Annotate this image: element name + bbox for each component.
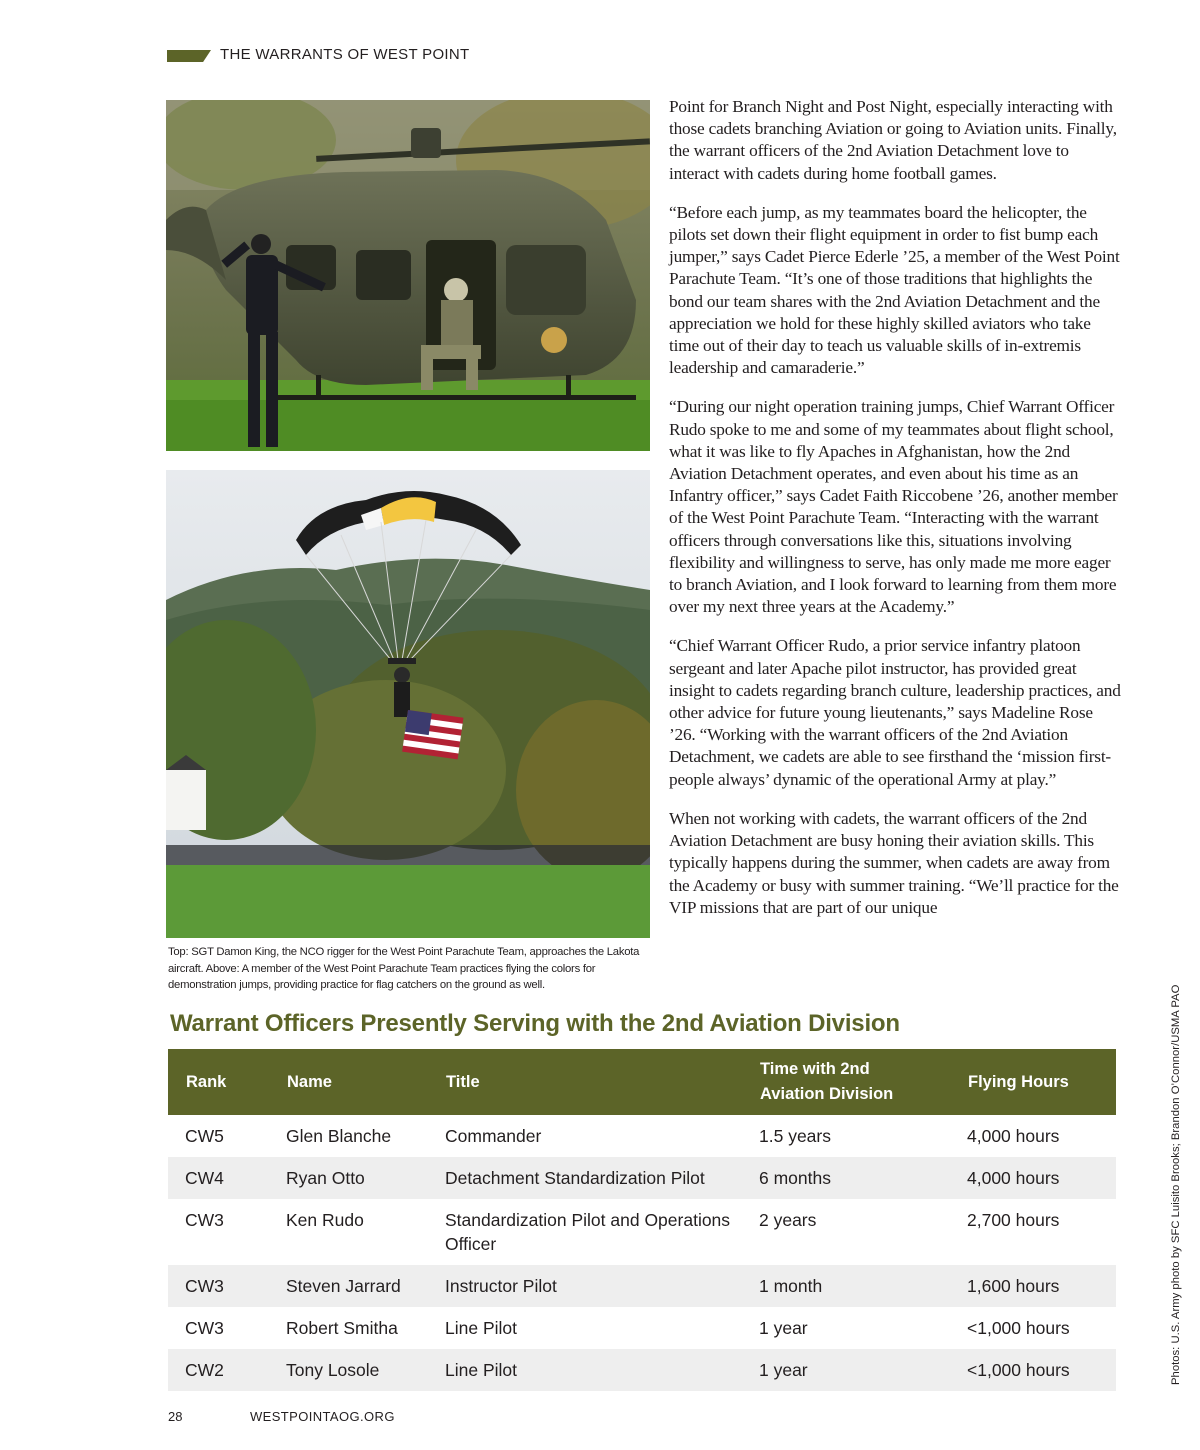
cell-title: Line Pilot xyxy=(445,1318,517,1338)
cell-hours: 1,600 hours xyxy=(967,1276,1060,1296)
header-name: Name xyxy=(287,1072,332,1091)
cell-rank: CW2 xyxy=(185,1360,224,1380)
article-body xyxy=(669,96,1121,936)
table-row xyxy=(168,1265,1116,1307)
cell-hours: 4,000 hours xyxy=(967,1168,1060,1188)
cell-time: 1.5 years xyxy=(759,1126,831,1146)
article-paragraph: When not working with cadets, the warrant officers of the 2nd Aviation Detachment are busy honing their aviation skills. This typically happens during the summer, when cadets are away from the Academy or busy with summer training. “We’ll practice for the VIP missions that are part of our unique xyxy=(669,808,1119,917)
cell-hours: <1,000 hours xyxy=(967,1360,1070,1380)
cell-time: 1 year xyxy=(759,1360,808,1380)
table-row xyxy=(168,1115,1116,1157)
cell-name: Ken Rudo xyxy=(286,1210,364,1230)
cell-rank: CW3 xyxy=(185,1276,224,1296)
table-header-row xyxy=(168,1049,1116,1115)
helicopter-photo xyxy=(166,100,650,451)
cell-rank: CW5 xyxy=(185,1126,224,1146)
section-title: THE WARRANTS OF WEST POINT xyxy=(220,46,470,63)
article-paragraph: “During our night operation training jumps, Chief Warrant Officer Rudo spoke to me and some of my teammates about flight school, what it was like to fly Apaches in Afghanistan, how the 2nd Aviation Detachment operates, and even about his time as an Infantry officer,” says Cadet Faith Riccobene ’26, another member of the West Point Parachute Team. “Interacting with the warrant officers through conversations like this, situations involving flexibility and willingness to serve, has only made me more eager to branch Aviation, and I look forward to learning from them more over my next three years at the Academy.” xyxy=(669,397,1118,617)
parachute-photo xyxy=(166,470,650,938)
page-number: 28 xyxy=(168,1409,183,1424)
cell-time: 1 year xyxy=(759,1318,808,1338)
cell-name: Ryan Otto xyxy=(286,1168,365,1188)
cell-hours: 2,700 hours xyxy=(967,1210,1060,1230)
cell-hours: 4,000 hours xyxy=(967,1126,1060,1146)
cell-name: Glen Blanche xyxy=(286,1126,392,1146)
header-accent-bar xyxy=(167,50,211,62)
cell-time: 1 month xyxy=(759,1276,823,1296)
table-title: Warrant Officers Presently Serving with the 2nd Aviation Division xyxy=(170,1010,900,1037)
article-paragraph: Point for Branch Night and Post Night, especially interacting with those cadets branching Aviation or going to Aviation units. Finally, the warrant officers of the 2nd Aviation Detachment love to interact with cadets during home football games. xyxy=(669,97,1117,183)
table-row xyxy=(168,1199,1116,1265)
table-row xyxy=(168,1157,1116,1199)
cell-title: Commander xyxy=(445,1126,542,1146)
article-paragraph: “Chief Warrant Officer Rudo, a prior service infantry platoon sergeant and later Apache pilot instructor, has provided great insight to cadets regarding branch culture, leadership practices, and other advice for future young lieutenants,” says Madeline Rose ’26. “Working with the warrant officers of the 2nd Aviation Detachment, we cadets are able to see firsthand the ‘mission first-people always’ dynamic of the operational Army at play.” xyxy=(669,636,1121,789)
cell-name: Robert Smitha xyxy=(286,1318,398,1338)
cell-hours: <1,000 hours xyxy=(967,1318,1070,1338)
cell-title: Standardization Pilot and Operations Officer xyxy=(445,1210,731,1254)
cell-rank: CW4 xyxy=(185,1168,224,1188)
cell-name: Tony Losole xyxy=(286,1360,380,1380)
header-flying-hours: Flying Hours xyxy=(968,1072,1069,1091)
header-time: Time with 2nd Aviation Division xyxy=(760,1060,894,1103)
article-paragraph: “Before each jump, as my teammates board the helicopter, the pilots set down their flight equipment in order to fist bump each jumper,” says Cadet Pierce Ederle ’25, a member of the West Point Parachute Team. “It’s one of those traditions that highlights the bond our team shares with the 2nd Aviation Detachment and the appreciation we hold for these highly skilled aviators who take time out of their day to teach us valuable skills of in-extremis leadership and camaraderie.” xyxy=(669,202,1120,378)
photo-caption: Top: SGT Damon King, the NCO rigger for the West Point Parachute Team, approaches the Lakota aircraft. Above: A member of the West Point Parachute Team practices flying the colors for demonstration jumps, providing practice for flag catchers on the ground as well. xyxy=(168,946,640,991)
cell-rank: CW3 xyxy=(185,1210,224,1230)
cell-title: Line Pilot xyxy=(445,1360,517,1380)
footer-site-link[interactable]: WESTPOINTAOG.ORG xyxy=(250,1409,395,1424)
cell-time: 6 months xyxy=(759,1168,831,1188)
photo-credit: Photos: U.S. Army photo by SFC Luisito Brooks; Brandon O’Connor/USMA PAO xyxy=(1170,984,1182,1385)
cell-title: Detachment Standardization Pilot xyxy=(445,1168,705,1188)
header-rank: Rank xyxy=(186,1072,227,1091)
cell-time: 2 years xyxy=(759,1210,817,1230)
header-title: Title xyxy=(446,1072,480,1091)
cell-rank: CW3 xyxy=(185,1318,224,1338)
cell-title: Instructor Pilot xyxy=(445,1276,557,1296)
cell-name: Steven Jarrard xyxy=(286,1276,401,1296)
table-row xyxy=(168,1307,1116,1349)
table-row xyxy=(168,1349,1116,1391)
warrant-officers-table xyxy=(168,1049,1116,1391)
